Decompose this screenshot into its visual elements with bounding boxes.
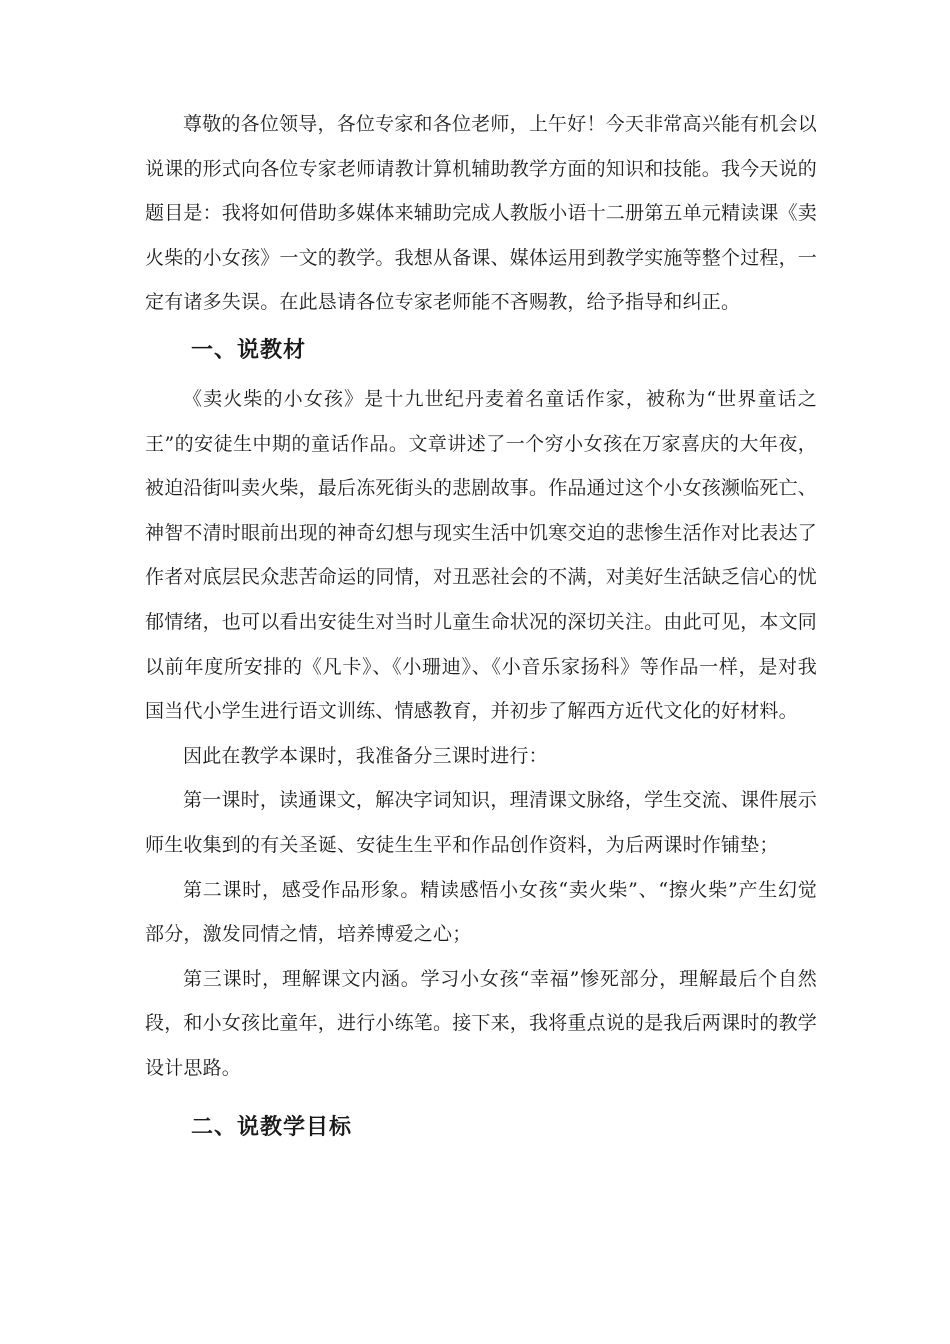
intro-paragraph: 尊敬的各位领导，各位专家和各位老师，上午好！今天非常高兴能有机会以说课的形式向各位专家老师请教计算机辅助教学方面的知识和技能。我今天说的题目是：我将如何借助多媒体来辅助完成人教版小语十二册第五单元精读课《卖火柴的小女孩》一文的教学。我想从备课、媒体运用到教学实施等整个过程，一定有诸多失误。在此恳请各位专家老师能不吝赐教，给予指导和纠正。 — [145, 113, 818, 314]
section-heading-objectives: 二、说教学目标 — [191, 1115, 353, 1141]
lesson-three-paragraph: 第三课时，理解课文内涵。学习小女孩“幸福”惨死部分，理解最后个自然段，和小女孩比童年，进行小练笔。接下来，我将重点说的是我后两课时的教学设计思路。 — [145, 967, 818, 1079]
textbook-paragraph: 《卖火柴的小女孩》是十九世纪丹麦着名童话作家，被称为“世界童话之王”的安徒生中期的童话作品。文章讲述了一个穷小女孩在万家喜庆的大年夜，被迫沿街叫卖火柴，最后冻死街头的悲剧故事。作品通过这个小女孩濒临死亡、神智不清时眼前出现的神奇幻想与现实生活中饥寒交迫的悲惨生活作对比表达了作者对底层民众悲苦命运的同情，对丑恶社会的不满，对美好生活缺乏信心的忧郁情绪，也可以看出安徒生对当时儿童生命状况的深切关注。由此可见，本文同以前年度所安排的《凡卡》、《小珊迪》、《小音乐家扬科》等作品一样，是对我国当代小学生进行语文训练、情感教育，并初步了解西方近代文化的好材料。 — [145, 387, 818, 723]
document-page — [145, 102, 817, 1150]
lesson-plan-paragraph: 因此在教学本课时，我准备分三课时进行： — [183, 744, 548, 767]
lesson-two-paragraph: 第二课时，感受作品形象。精读感悟小女孩“卖火柴”、“擦火柴”产生幻觉部分，激发同情之情，培养博爱之心； — [145, 878, 817, 946]
lesson-one-paragraph: 第一课时，读通课文，解决字词知识，理清课文脉络，学生交流、课件展示师生收集到的有关圣诞、安徒生生平和作品创作资料，为后两课时作铺垫； — [145, 789, 817, 856]
section-heading-textbook: 一、说教材 — [191, 337, 307, 363]
